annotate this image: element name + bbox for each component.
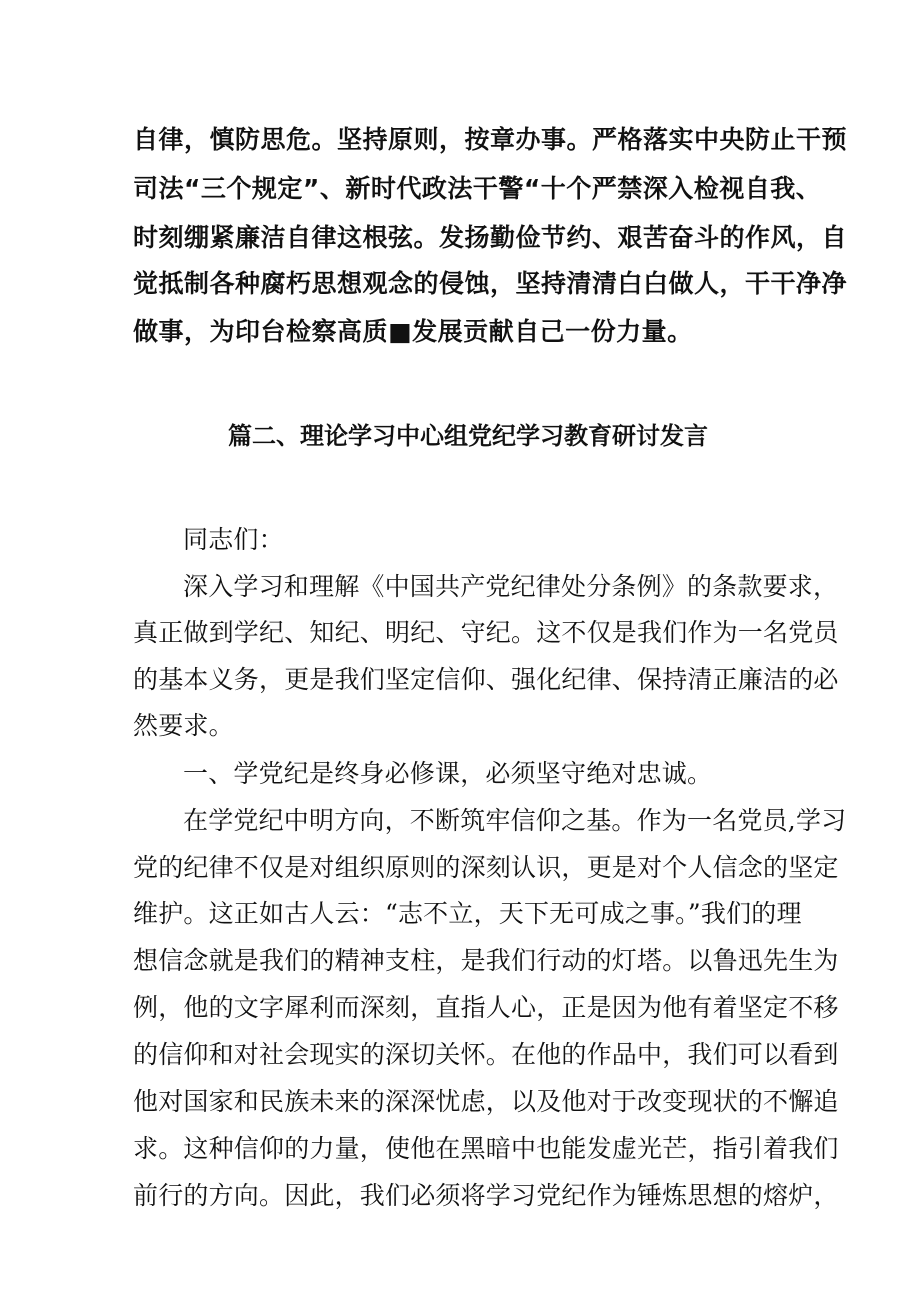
body-line: 真正做到学纪、知纪、明纪、守纪。这不仅是我们作为一名党员 <box>133 618 839 647</box>
body-line: 前行的方向。因此，我们必须将学习党纪作为锤炼思想的熔炉， <box>133 1181 839 1210</box>
body-line: 他对国家和民族未来的深深忧虑，以及他对于改变现状的不懈追 <box>133 1087 839 1116</box>
body-line: 的信仰和对社会现实的深切关怀。在他的作品中，我们可以看到 <box>133 1040 839 1069</box>
body-line: 在学党纪中明方向，不断筑牢信仰之基。作为一名党员,学习 <box>183 806 847 835</box>
top-paragraph-line: 做事，为印台检察高质■发展贡献自己一份力量。 <box>133 317 693 346</box>
body-line: 求。这种信仰的力量，使他在黑暗中也能发虚光芒，指引着我们 <box>133 1134 839 1163</box>
top-paragraph-line: 觉抵制各种腐朽思想观念的侵蚀，坚持清清白白做人，干干净净 <box>133 269 848 298</box>
body-line: 深入学习和理解《中国共产党纪律处分条例》的条款要求， <box>183 572 839 601</box>
salutation: 同志们： <box>183 525 284 554</box>
top-paragraph-line: 自律，慎防思危。坚持原则，按章办事。严格落实中央防止干预 <box>133 125 848 154</box>
body-heading-1: 一、学党纪是终身必修课，必须坚守绝对忠诚。 <box>183 759 713 788</box>
body-line: 例，他的文字犀利而深刻，直指人心，正是因为他有着坚定不移 <box>133 993 839 1022</box>
body-line: 的基本义务，更是我们坚定信仰、强化纪律、保持清正廉洁的必 <box>133 665 839 694</box>
body-line: 维护。这正如古人云：“志不立，天下无可成之事。”我们的理 <box>133 899 802 928</box>
top-paragraph-line: 司法“三个规定”、新时代政法干警“十个严禁深入检视自我、 <box>133 174 822 203</box>
body-line: 然要求。 <box>133 711 234 740</box>
section-title: 篇二、理论学习中心组党纪学习教育研讨发言 <box>228 422 708 450</box>
body-line: 党的纪律不仅是对组织原则的深刻认识，更是对个人信念的坚定 <box>133 853 839 882</box>
body-line: 想信念就是我们的精神支柱，是我们行动的灯塔。以鲁迅先生为 <box>133 946 839 975</box>
top-paragraph-line: 时刻绷紧廉洁自律这根弦。发扬勤俭节约、艰苦奋斗的作风，自 <box>133 223 848 252</box>
